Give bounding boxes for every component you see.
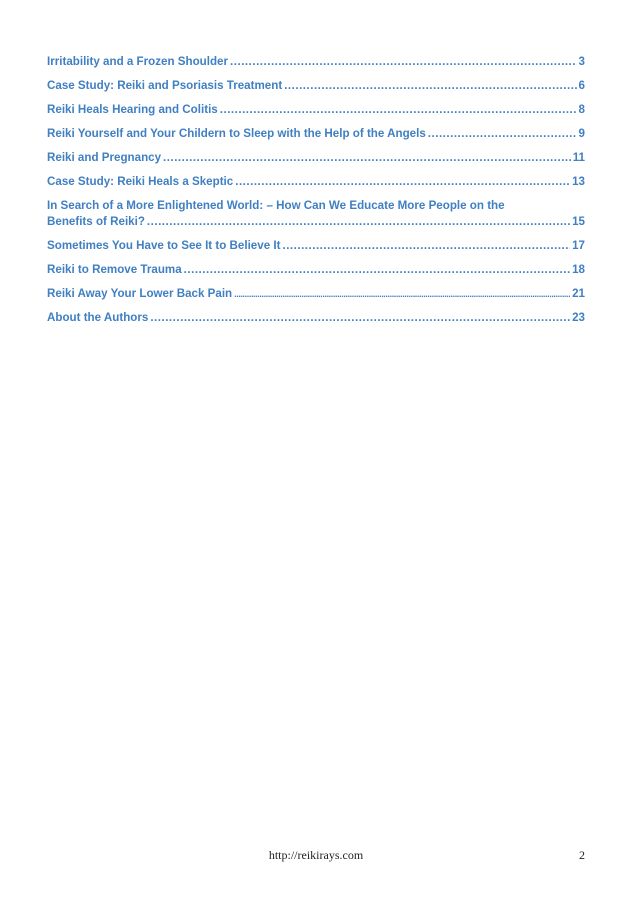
toc-entry-title: Reiki to Remove Trauma bbox=[47, 263, 182, 276]
toc-entry-hearing-colitis[interactable] bbox=[47, 102, 585, 118]
dot-leader bbox=[150, 310, 570, 326]
dot-leader bbox=[234, 286, 570, 302]
toc-entry-line2 bbox=[47, 214, 585, 230]
toc-entry-frozen-shoulder[interactable] bbox=[47, 54, 585, 70]
toc-entry-page: 17 bbox=[572, 239, 585, 252]
toc-entry-page: 6 bbox=[578, 79, 585, 92]
dot-leader bbox=[184, 262, 570, 278]
toc-entry-title: Reiki Heals Hearing and Colitis bbox=[47, 103, 218, 116]
toc-entry-psoriasis[interactable] bbox=[47, 78, 585, 94]
toc-entry-lower-back-pain[interactable] bbox=[47, 286, 585, 302]
toc-entry-title-line1: In Search of a More Enlightened World: – How Can We Educate More People on the bbox=[47, 199, 505, 212]
toc-entry-page: 11 bbox=[572, 151, 585, 164]
toc-entry-page: 13 bbox=[572, 175, 585, 188]
toc-entry-sleep-angels[interactable] bbox=[47, 126, 585, 142]
toc-entry-page: 3 bbox=[578, 55, 585, 68]
page-footer bbox=[47, 848, 585, 864]
toc-entry-trauma[interactable] bbox=[47, 262, 585, 278]
dot-leader bbox=[230, 54, 577, 70]
toc-entry-title: Reiki Away Your Lower Back Pain bbox=[47, 287, 233, 300]
toc-entry-pregnancy[interactable] bbox=[47, 150, 585, 166]
toc-entry-title: Reiki and Pregnancy bbox=[47, 151, 162, 164]
toc-entry-skeptic[interactable] bbox=[47, 174, 585, 190]
toc-entry-title: Case Study: Reiki and Psoriasis Treatment bbox=[47, 79, 283, 92]
toc-entry-title-line2: Benefits of Reiki? bbox=[47, 215, 145, 228]
footer-url[interactable]: http://reikirays.com bbox=[268, 848, 364, 862]
dot-leader bbox=[284, 78, 576, 94]
dot-leader bbox=[235, 174, 570, 190]
dot-leader bbox=[220, 102, 577, 118]
toc-entry-page: 23 bbox=[572, 311, 585, 324]
toc-entry-page: 21 bbox=[572, 287, 585, 300]
toc-entry-title: Sometimes You Have to See It to Believe It bbox=[47, 239, 281, 252]
toc-entry-title: Reiki Yourself and Your Childern to Sleep with the Help of the Angels bbox=[47, 127, 426, 140]
toc-entry-title: Irritability and a Frozen Shoulder bbox=[47, 55, 229, 68]
dot-leader bbox=[147, 214, 570, 230]
dot-leader bbox=[282, 238, 570, 254]
dot-leader bbox=[428, 126, 577, 142]
toc-entry-page: 8 bbox=[578, 103, 585, 116]
dot-leader bbox=[163, 150, 571, 166]
toc-entry-page: 18 bbox=[572, 263, 585, 276]
toc-entry-page: 9 bbox=[578, 127, 585, 140]
footer-page-number: 2 bbox=[579, 848, 585, 862]
toc-entry-enlightened-world[interactable] bbox=[47, 198, 585, 230]
toc-entry-title: About the Authors bbox=[47, 311, 149, 324]
toc-entry-about-authors[interactable] bbox=[47, 310, 585, 326]
toc-entry-see-to-believe[interactable] bbox=[47, 238, 585, 254]
toc-entry-title: Case Study: Reiki Heals a Skeptic bbox=[47, 175, 234, 188]
table-of-contents bbox=[47, 54, 585, 334]
toc-entry-page: 15 bbox=[572, 215, 585, 228]
